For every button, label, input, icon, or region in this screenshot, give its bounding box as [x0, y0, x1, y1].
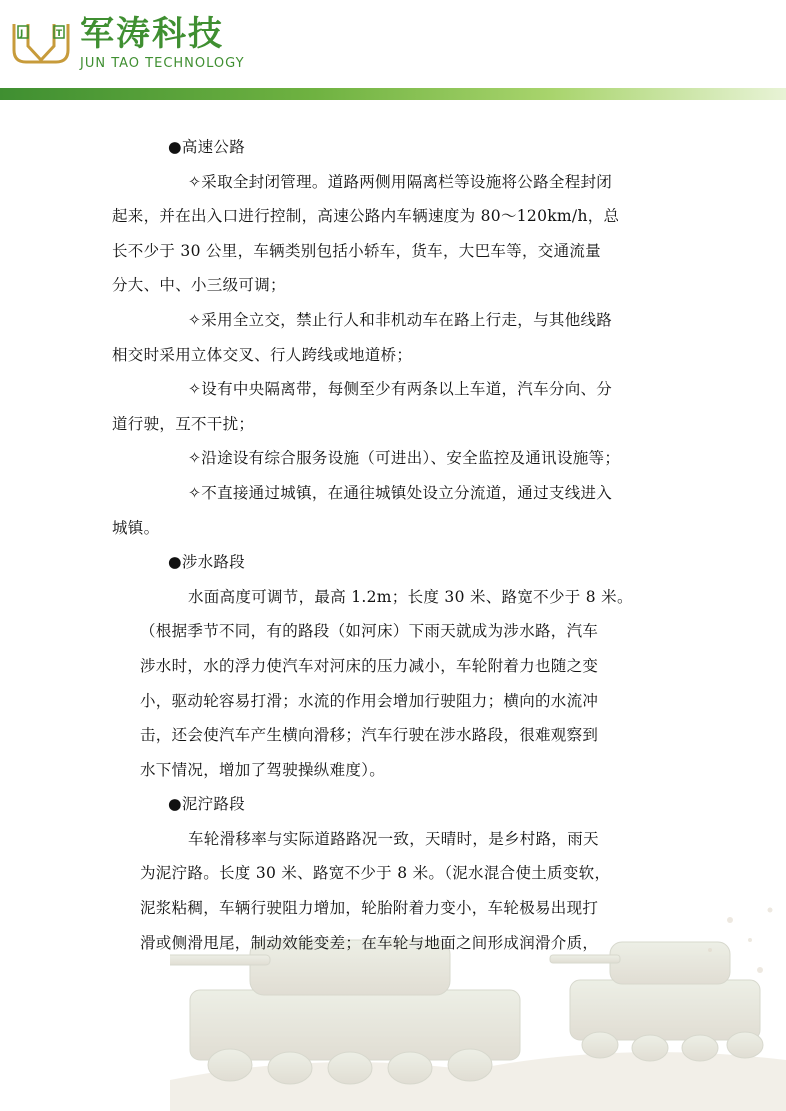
- svg-text:T: T: [56, 29, 63, 39]
- paragraph-line: （根据季节不同，有的路段（如河床）下雨天就成为涉水路，汽车: [140, 622, 599, 641]
- paragraph-line: 涉水时，水的浮力使汽车对河床的压力减小，车轮附着力也随之变: [140, 656, 599, 675]
- company-logo: [10, 20, 72, 68]
- paragraph-line: 道行驶，互不干扰；: [112, 414, 255, 433]
- section-heading-highway: ●高速公路: [168, 138, 246, 156]
- header-divider: [0, 88, 786, 100]
- paragraph-line: 滑或侧滑甩尾，制动效能变差；在车轮与地面之间形成润滑介质，: [140, 933, 599, 952]
- svg-text:J: J: [20, 29, 24, 39]
- paragraph-line: 相交时采用立体交叉、行人跨线或地道桥；: [112, 345, 413, 364]
- paragraph-line: 分大、中、小三级可调；: [112, 276, 286, 295]
- paragraph-line: 城镇。: [112, 518, 160, 537]
- paragraph-line: 小，驱动轮容易打滑；水流的作用会增加行驶阻力；横向的水流冲: [140, 691, 599, 710]
- page-header: [0, 0, 786, 100]
- paragraph-line: 泥浆粘稠，车辆行驶阻力增加，轮胎附着力变小，车轮极易出现打: [140, 899, 599, 918]
- paragraph-line: ✧设有中央隔离带，每侧至少有两条以上车道，汽车分向、分: [188, 380, 613, 399]
- paragraph-line: ✧不直接通过城镇，在通往城镇处设立分流道，通过支线进入: [188, 483, 613, 502]
- paragraph-line: 为泥泞路。长度 30 米、路宽不少于 8 米。（泥水混合使土质变软，: [140, 864, 611, 883]
- paragraph-line: 车轮滑移率与实际道路路况一致，天晴时，是乡村路，雨天: [188, 829, 599, 848]
- paragraph-line: 水下情况，增加了驾驶操纵难度）。: [140, 760, 386, 779]
- paragraph-line: ✧采用全立交，禁止行人和非机动车在路上行走，与其他线路: [188, 310, 613, 329]
- section-heading-muddy: ●泥泞路段: [168, 795, 246, 814]
- paragraph-line: ✧采取全封闭管理。道路两侧用隔离栏等设施将公路全程封闭: [188, 172, 613, 191]
- section-heading-wading: ●涉水路段: [168, 553, 246, 572]
- brand-name-cn: 军涛科技: [80, 14, 224, 54]
- paragraph-line: 起来，并在出入口进行控制，高速公路内车辆速度为 80～120km/h，总: [112, 207, 620, 226]
- document-body: [112, 130, 674, 960]
- paragraph-line: ✧沿途设有综合服务设施（可进出）、安全监控及通讯设施等；: [188, 449, 621, 468]
- brand-name-en: JUN TAO TECHNOLOGY: [80, 56, 245, 71]
- paragraph-line: 水面高度可调节，最高 1.2m；长度 30 米、路宽不少于 8 米。: [188, 587, 633, 606]
- paragraph-line: 击，还会使汽车产生横向滑移；汽车行驶在涉水路段，很难观察到: [140, 726, 599, 745]
- paragraph-line: 长不少于 30 公里，车辆类别包括小轿车，货车，大巴车等，交通流量: [112, 241, 601, 260]
